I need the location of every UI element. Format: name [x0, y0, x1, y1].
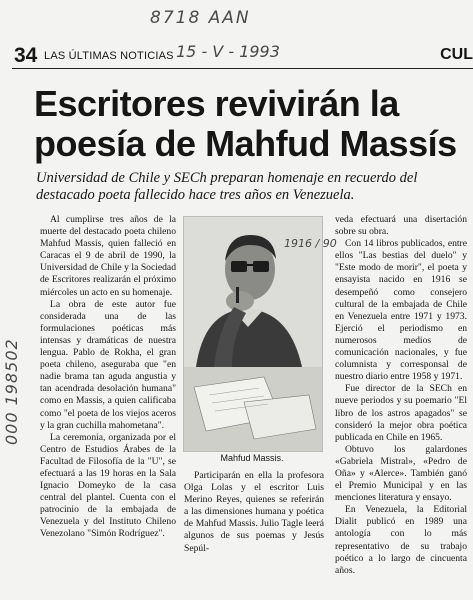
handwritten-date: 15 - V - 1993: [176, 42, 280, 61]
author-photo: [183, 216, 337, 452]
handwritten-margin-note: 000 198502: [2, 338, 21, 445]
paragraph: veda efectuará una disertación sobre su obra.: [335, 214, 467, 238]
paragraph: La obra de este autor fue considerada una de las formulaciones poéticas más intensas y dramáticas de nuestra lengua. Pablo de Rokha, el gran poeta chileno, aseguraba que "en nadie brama tan aguda angustia y tan acendrada desolación humana" como en Massis, a quien calificaba como "el poeta de los viejos aceros y la gran cuchilla mahometana".: [40, 298, 176, 431]
handwritten-annotation-top: 8718 AAN: [150, 8, 251, 28]
photo-caption: Mahfud Massis.: [220, 453, 284, 463]
portrait-illustration: [184, 217, 337, 451]
section-label: CUL: [440, 46, 473, 63]
paragraph: En Venezuela, la Editorial Dialit publicó en 1989 una antología con lo más representativo de su trabajo poético a lo largo de cincuenta años.: [335, 504, 467, 576]
paragraph: Participarán en ella la profesora Olga Lolas y el escritor Luis Merino Reyes, quienes se referirán a las dimensiones humana y poética de Mahfud Massis. Julio Tagle leerá algunos de sus poemas y Jesús Sepúl-: [184, 470, 324, 554]
paragraph: Con 14 libros publicados, entre ellos "Las bestias del duelo" y "Este modo de morir", el poeta y ensayista nacido en 1916 se desempeñó como consejero cultural de la embajada de Chile en Venezuela entre 1971 y 1973. Ejerció el periodismo en numerosos medios de comunicación nacionales, y fue columnista y corresponsal de nuestro diario entre 1958 y 1971.: [335, 238, 467, 383]
paragraph: La ceremonia, organizada por el Centro de Estudios Árabes de la Facultad de Filosofía de la "U", se efectuará a las 19 horas en la Sala Ignacio Domeyko de la casa central del plantel. Cuenta con el patrocinio de la embajada de Venezuela y del Instituto Chileno Venezolano "Simón Rodríguez".: [40, 431, 176, 540]
paragraph: Obtuvo los galardones «Gabriela Mistral», «Pedro de Oña» y «Alerce». También ganó el Premio Municipal y en las menciones literatura y ensayo.: [335, 443, 467, 504]
article-column-2: [184, 470, 324, 555]
page-number: 34: [14, 44, 38, 67]
header-rule: [12, 68, 473, 69]
photo-scribble: 1916 / 90: [284, 237, 337, 250]
paragraph: Al cumplirse tres años de la muerte del destacado poeta chileno Mahfud Massis, quien falleció en Caracas el 9 de abril de 1990, la Universidad de Chile y la Sociedad de Escritores realizarán el próximo miércoles un acto en su homenaje.: [40, 214, 176, 298]
article-column-3: [335, 214, 467, 577]
article-subheadline: Universidad de Chile y SECh preparan homenaje en recuerdo del destacado poeta fallecido hace tres años en Venezuela.: [36, 170, 418, 203]
article-headline: Escritores revivirán la poesía de Mahfud Massís: [34, 83, 457, 164]
paragraph: Fue director de la SECh en nueve periodos y su poemario "El libro de los astros apagados" se consideró la mejor obra poética publicada en Chile en 1965.: [335, 383, 467, 443]
newspaper-name: LAS ÚLTIMAS NOTICIAS: [44, 50, 174, 62]
article-column-1: [40, 214, 176, 541]
